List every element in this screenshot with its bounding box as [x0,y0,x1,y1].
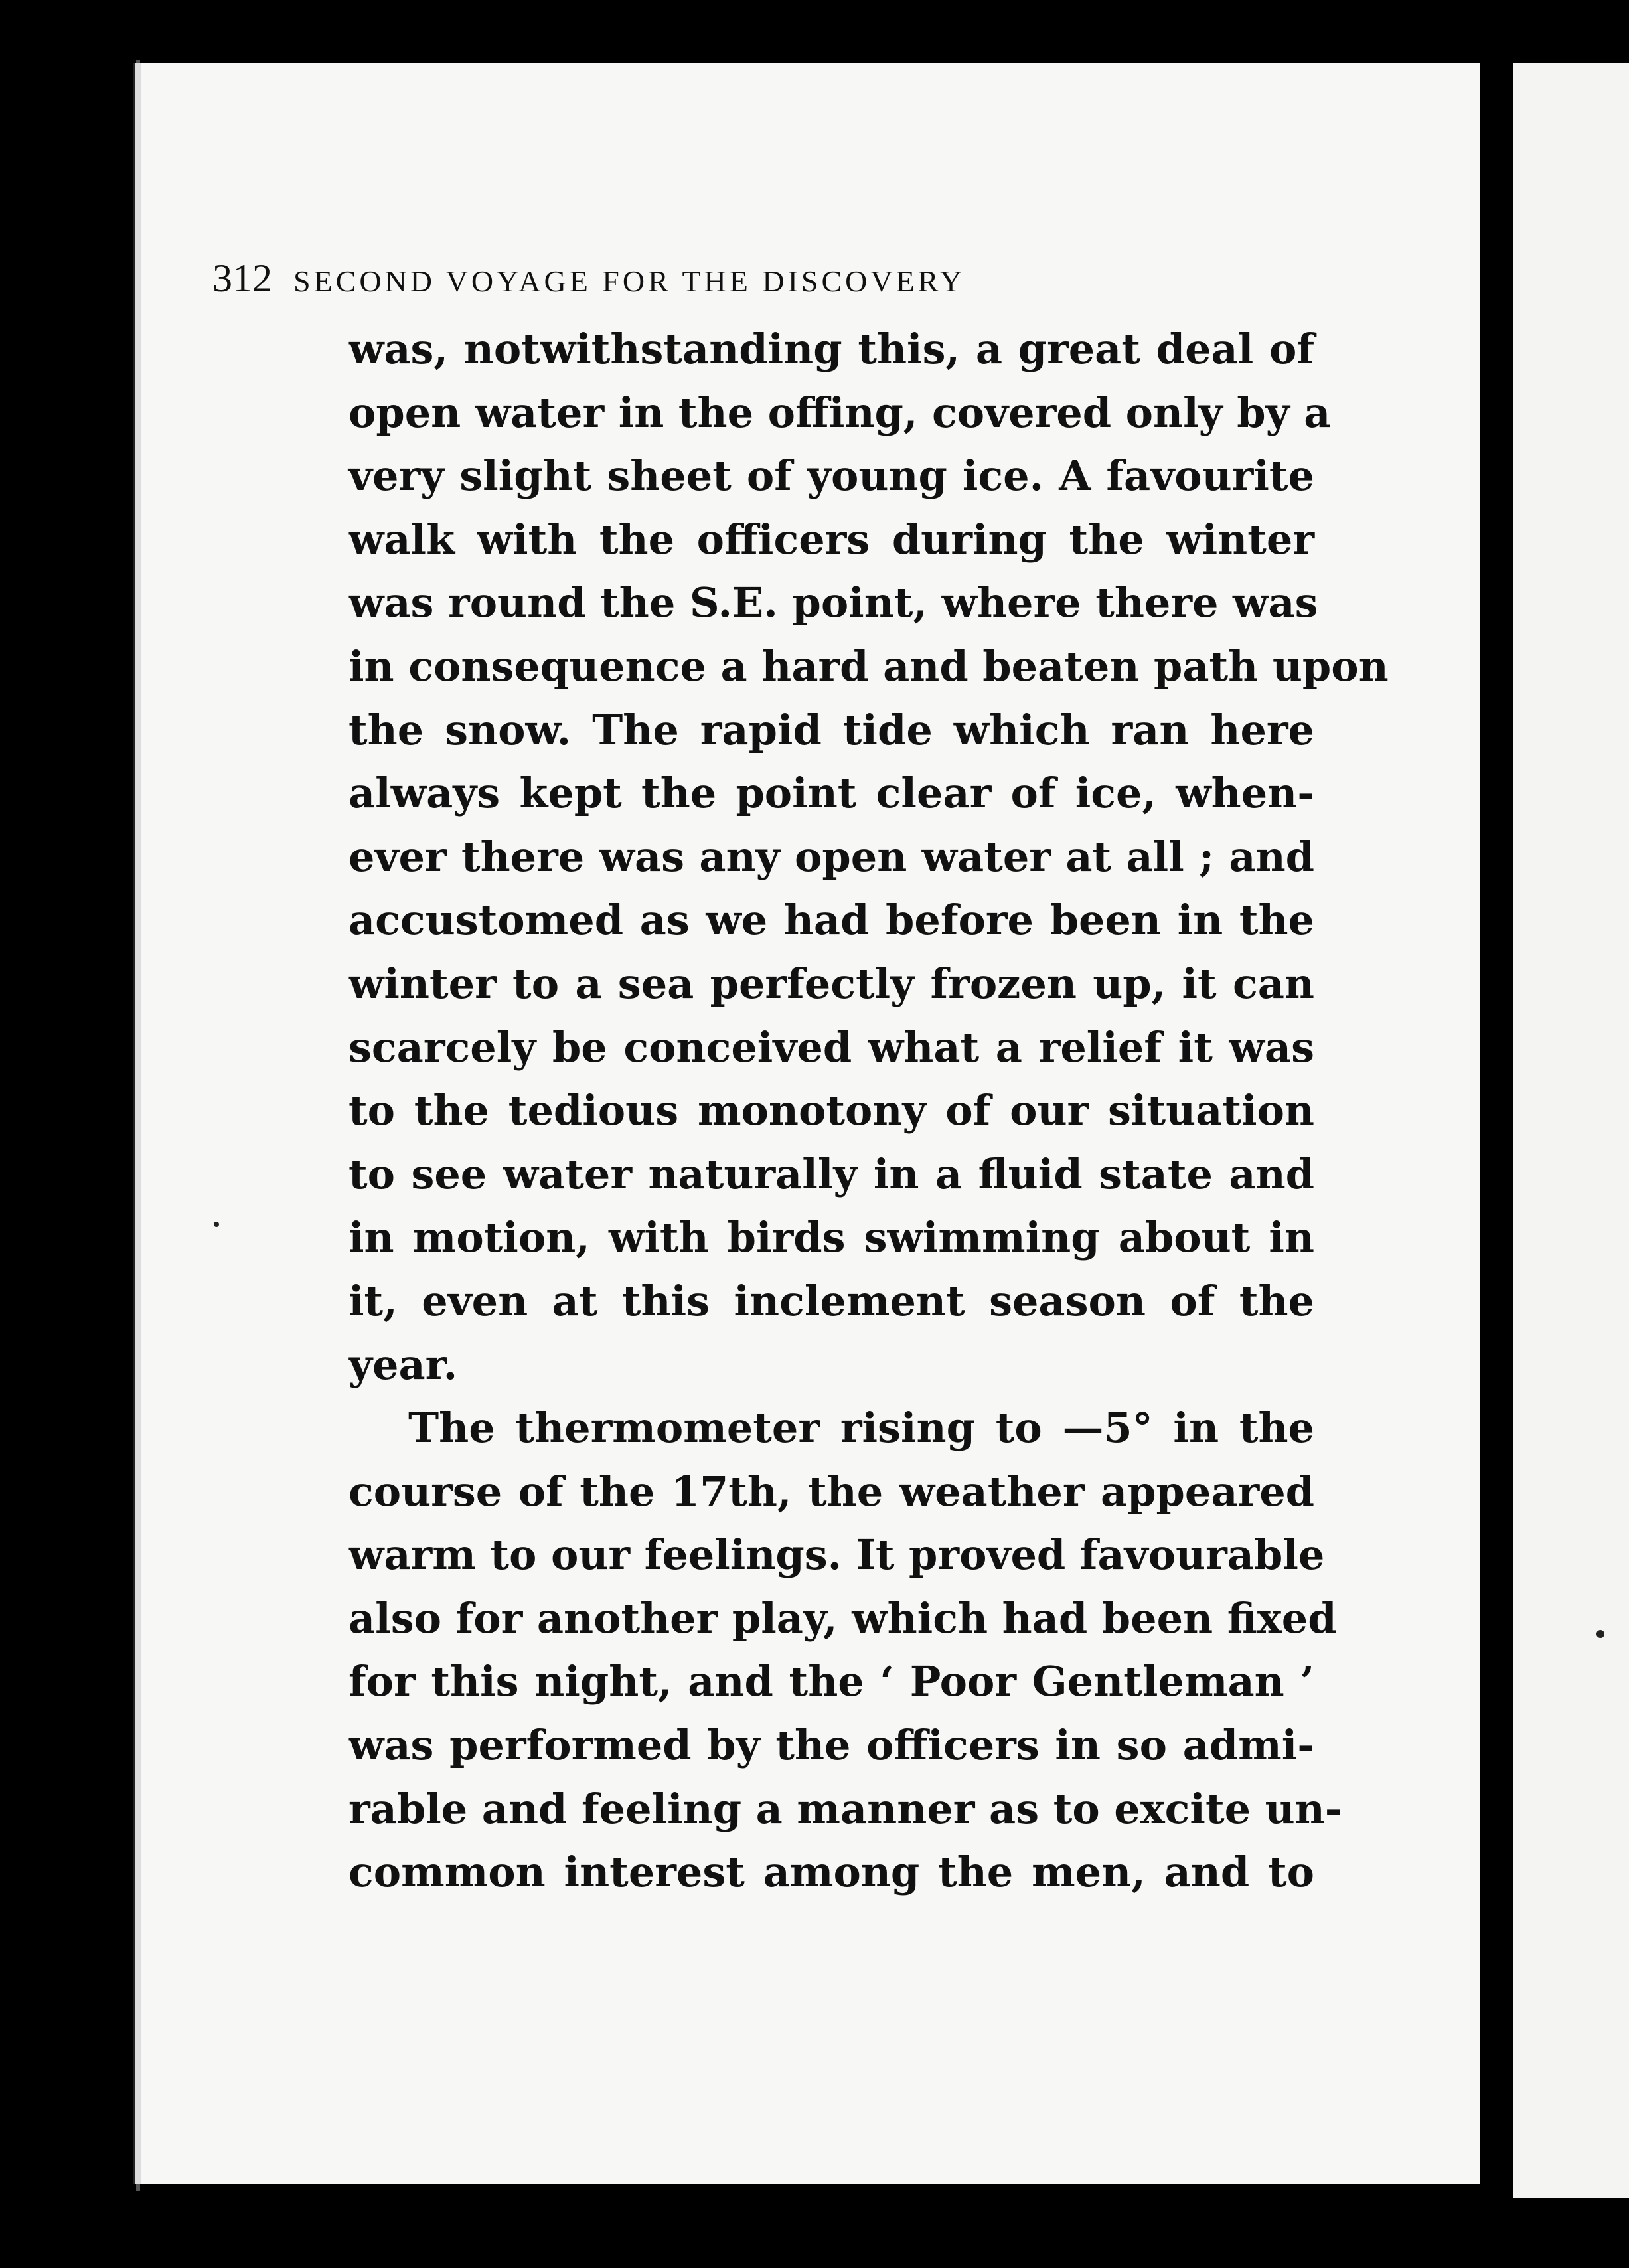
text-line: winter to a sea perfectly frozen up, it can [349,959,1314,1008]
text-line: ever there was any open water at all ; and [349,832,1314,881]
text-line: was round the S.E. point, where there was [349,578,1318,627]
text-line: scarcely be conceived what a relief it was [349,1022,1314,1072]
body-text [349,317,1389,1904]
text-line: to see water naturally in a fluid state and [349,1149,1314,1198]
text-line: The thermometer rising to —5° in the [408,1404,1314,1453]
text-line: accustomed as we had before been in the [349,896,1314,945]
text-line: warm to our feelings. It proved favourable [349,1530,1325,1580]
page-number: 312 [212,256,272,300]
text-line: the snow. The rapid tide which ran here [349,705,1314,754]
text-line: course of the 17th, the weather appeared [349,1467,1314,1516]
paragraph-1 [349,317,1389,1396]
text-line: year. [349,1340,458,1389]
running-head: SECOND VOYAGE FOR THE DISCOVERY [293,264,966,298]
text-line: to the tedious monotony of our situation [349,1086,1314,1135]
paragraph-2 [349,1396,1342,1904]
facing-page-edge [1513,63,1629,2198]
text-line: in consequence a hard and beaten path upon [349,641,1389,690]
text-line: for this night, and the ‘ Poor Gentleman ’ [349,1657,1314,1706]
ink-speck [1596,1630,1604,1638]
ink-speck [214,1222,219,1227]
text-line: very slight sheet of young ice. A favourite [349,451,1314,501]
text-line: open water in the offing, covered only by a [349,388,1331,437]
text-line: it, even at this inclement season of the [349,1276,1314,1325]
text-line: rable and feeling a manner as to excite un- [349,1784,1342,1833]
page-header [212,256,1314,301]
text-line: was performed by the officers in so admi- [349,1721,1314,1770]
text-line: always kept the point clear of ice, when- [349,769,1314,818]
text-line: also for another play, which had been fixed [349,1593,1337,1643]
text-line: in motion, with birds swimming about in [349,1213,1314,1262]
text-line: common interest among the men, and to [349,1848,1314,1897]
text-line: walk with the officers during the winter [349,515,1314,564]
text-line: was, notwithstanding this, a great deal of [349,325,1314,373]
